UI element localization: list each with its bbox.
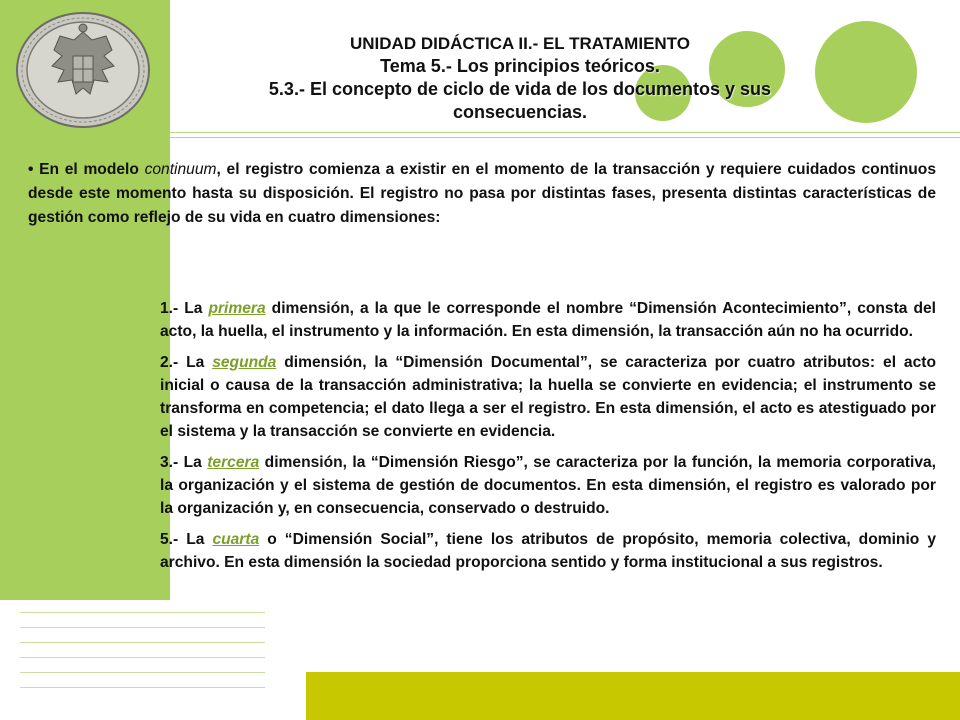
dimension-keyword-link[interactable]: segunda	[212, 354, 277, 371]
dimensions-list	[160, 297, 936, 582]
dimension-text: dimensión, la “Dimensión Documental”, se caracteriza por cuatro atributos: el acto inicial o causa de la transacción administrativa; la huella se convierte en evidencia; el instrumento se transforma en competencia; el dato llega a ser el registro. En esta dimensión, el acto es atestiguado por el sistema y la transacción se convierte en evidencia.	[160, 354, 936, 440]
dimension-prefix: 3.- La	[160, 454, 208, 471]
dimension-prefix: 5.- La	[160, 531, 213, 548]
footer-yellow-block	[306, 672, 960, 720]
dimension-keyword-link[interactable]: primera	[208, 300, 266, 317]
decorative-line	[20, 657, 265, 658]
dimension-prefix: 2.- La	[160, 354, 213, 371]
dimension-keyword-link[interactable]: tercera	[207, 454, 260, 471]
section-title: 5.3.- El concepto de ciclo de vida de los documentos y sus consecuencias.	[268, 79, 772, 122]
dimension-item	[160, 297, 936, 343]
decorative-line	[20, 642, 265, 643]
university-seal-image	[14, 10, 152, 130]
dimension-text: o “Dimensión Social”, tiene los atributos de propósito, memoria colectiva, dominio y archivo. En esta dimensión la sociedad proporciona sentido y forma institucional a sus registros.	[160, 531, 937, 571]
decorative-line	[20, 612, 265, 613]
decorative-line	[20, 672, 265, 673]
header-divider-bottom	[170, 137, 960, 138]
header-divider-top	[170, 132, 960, 133]
dimension-prefix: 1.- La	[160, 300, 209, 317]
intro-italic-term: continuum	[144, 161, 217, 178]
dimension-item	[160, 351, 936, 443]
dimension-text: dimensión, a la que le corresponde el nombre “Dimensión Acontecimiento”, consta del acto, la huella, el instrumento y la información. En esta dimensión, la transacción aún no ha ocurrido.	[160, 300, 937, 340]
bullet: •	[28, 161, 34, 178]
intro-paragraph	[28, 158, 936, 230]
intro-text-end: , el registro comienza a existir en el momento de la transacción y requiere cuidados continuos desde este momento hasta su disposición. El registro no pasa por distintas fases, presenta distintas características de gestión como reflejo de su vida en cuatro dimensiones:	[28, 161, 936, 226]
page-title-block	[200, 32, 840, 124]
dimension-item	[160, 528, 936, 574]
topic-title: Tema 5.- Los principios teóricos.	[380, 56, 660, 76]
intro-text-start: En el modelo	[39, 161, 145, 178]
dimension-keyword-link[interactable]: cuarta	[212, 531, 260, 548]
decorative-lines	[20, 612, 265, 702]
unit-title: UNIDAD DIDÁCTICA II.- EL TRATAMIENTO	[350, 34, 690, 53]
decorative-line	[20, 627, 265, 628]
dimension-text: dimensión, la “Dimensión Riesgo”, se caracteriza por la función, la memoria corporativa, la organización y el sistema de gestión de documentos. En esta dimensión, el registro es valorado por la organización y, en consecuencia, conservado o destruido.	[160, 454, 937, 517]
dimension-item	[160, 451, 936, 520]
decorative-line	[20, 687, 265, 688]
